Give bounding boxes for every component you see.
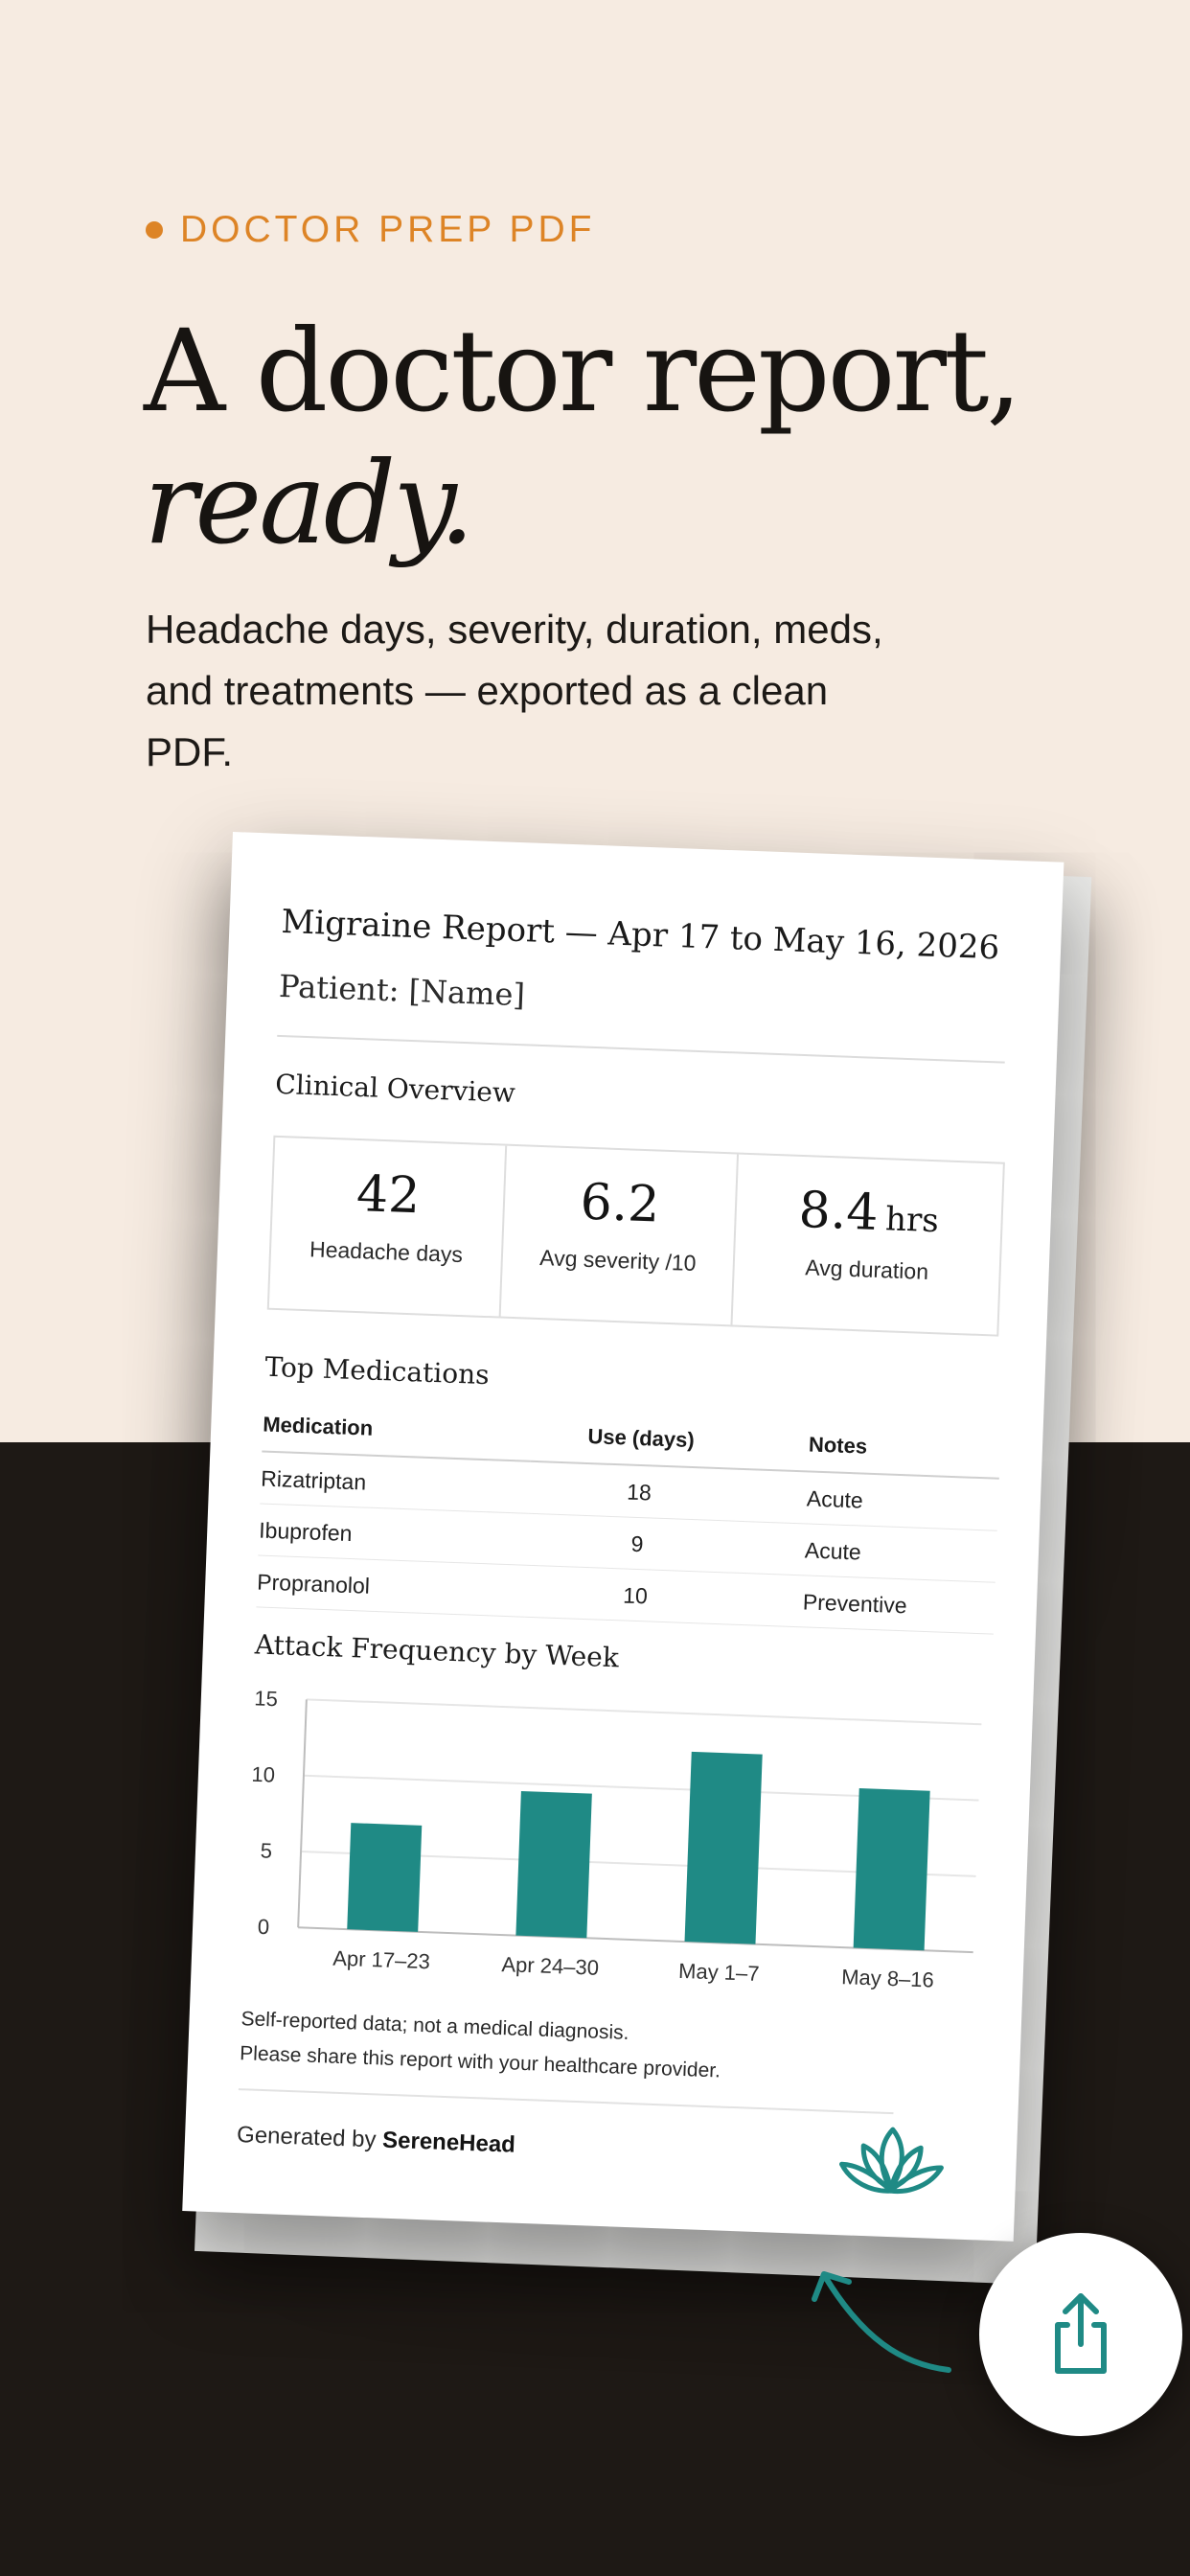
kpi-label: Avg severity /10 xyxy=(538,1245,697,1276)
lotus-logo-icon xyxy=(833,2120,950,2210)
meds-heading: Top Medications xyxy=(263,1350,491,1392)
chart-bar xyxy=(515,1791,591,1938)
generated-prefix: Generated by xyxy=(236,2122,378,2153)
y-tick-label: 0 xyxy=(257,1914,270,1940)
med-days: 18 xyxy=(528,1461,750,1522)
column-header: Use (days) xyxy=(530,1416,752,1469)
x-tick-label: Apr 17–23 xyxy=(332,1945,431,1974)
overview-heading: Clinical Overview xyxy=(274,1068,516,1109)
report-title: Migraine Report — Apr 17 to May 16, 2026 xyxy=(280,902,1000,968)
x-tick-label: Apr 24–30 xyxy=(501,1952,600,1980)
chart-bar xyxy=(347,1823,422,1932)
column-header: Notes xyxy=(750,1424,1001,1478)
med-name: Propranolol xyxy=(256,1555,526,1617)
report-page xyxy=(182,832,1064,2242)
footnote xyxy=(240,2002,722,2088)
arrow-icon xyxy=(805,2257,958,2381)
subtitle: Headache days, severity, duration, meds, and treatments — exported as a clean PDF. xyxy=(146,607,883,774)
kpi-unit: hrs xyxy=(884,1200,940,1241)
footnote-line-1: Self-reported data; not a medical diagnosis. xyxy=(240,2008,629,2044)
share-button[interactable] xyxy=(979,2233,1182,2436)
y-tick-label: 15 xyxy=(253,1686,279,1712)
kpi-value: 8.4 xyxy=(797,1181,880,1242)
med-notes: Acute xyxy=(746,1522,997,1582)
report-divider xyxy=(277,1035,1005,1064)
med-days: 10 xyxy=(524,1565,746,1624)
chart-bar xyxy=(685,1752,763,1944)
x-tick-label: May 8–16 xyxy=(840,1965,935,1992)
headline-line-2: ready. xyxy=(144,437,472,569)
generated-by xyxy=(237,2122,516,2159)
chart-bar xyxy=(854,1788,930,1950)
brand-name: SereneHead xyxy=(381,2127,516,2158)
headline-line-1: A doctor report, xyxy=(144,305,1019,437)
med-notes: Preventive xyxy=(744,1574,995,1634)
med-name: Ibuprofen xyxy=(258,1504,528,1565)
kpi-value: 42 xyxy=(355,1165,422,1226)
x-tick-label: May 1–7 xyxy=(677,1958,760,1986)
med-notes: Acute xyxy=(748,1469,999,1530)
chart-heading: Attack Frequency by Week xyxy=(254,1628,620,1674)
footer-divider xyxy=(239,2088,894,2114)
kpi-value: 6.2 xyxy=(579,1173,661,1234)
kpi-avg-duration xyxy=(732,1155,1002,1335)
med-days: 9 xyxy=(526,1513,748,1573)
footnote-line-2: Please share this report with your healthcare provider. xyxy=(239,2042,721,2082)
kpi-panel xyxy=(267,1136,1005,1337)
attack-frequency-chart xyxy=(229,1676,997,2020)
medications-table xyxy=(256,1407,1000,1635)
gridline xyxy=(307,1699,982,1724)
report-patient: Patient: [Name] xyxy=(278,967,526,1014)
y-tick-label: 10 xyxy=(251,1761,276,1787)
kpi-headache-days xyxy=(269,1138,507,1317)
kpi-avg-severity xyxy=(501,1146,739,1325)
y-tick-label: 5 xyxy=(260,1838,273,1863)
kpi-label: Avg duration xyxy=(804,1254,929,1284)
column-header: Medication xyxy=(262,1407,532,1461)
y-axis xyxy=(298,1699,307,1927)
kpi-label: Headache days xyxy=(309,1236,464,1268)
share-icon xyxy=(1035,2288,1127,2380)
eyebrow-label: DOCTOR PREP PDF xyxy=(180,209,596,250)
med-name: Rizatriptan xyxy=(260,1452,530,1514)
